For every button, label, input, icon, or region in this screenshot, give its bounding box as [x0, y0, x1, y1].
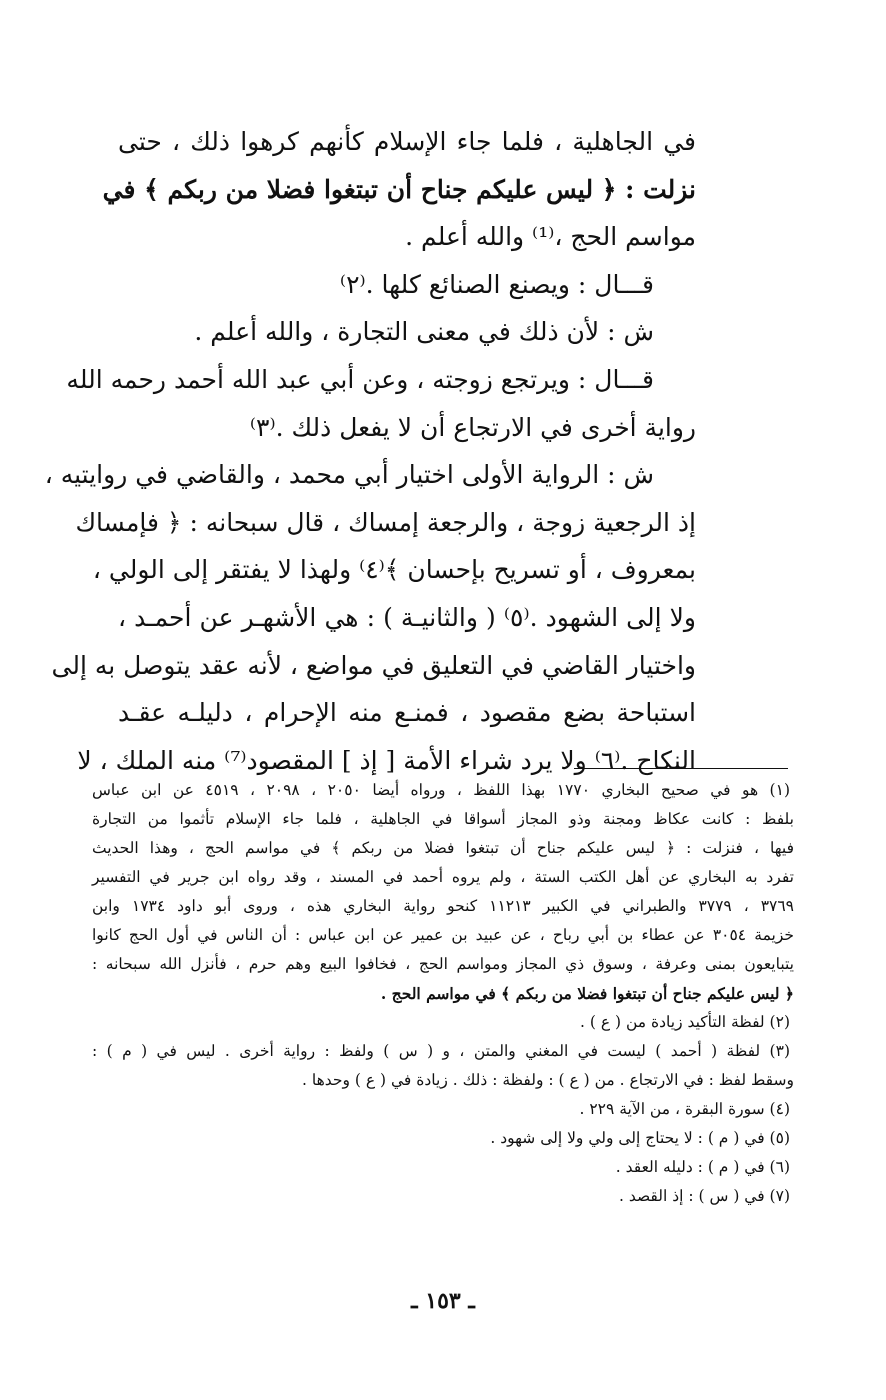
- footnote-line: (٤) سورة البقرة ، من الآية ٢٢٩ .: [579, 1100, 790, 1118]
- footnote-line: وسقط لفظ : في الارتجاع . من ( ع ) : ولفظة : ذلك . زيادة في ( ع ) وحدها .: [302, 1071, 794, 1089]
- footnote-line: (٢) لفظة التأكيد زيادة من ( ع ) .: [580, 1013, 790, 1031]
- main-line: النكاح .⁽٦⁾ ولا يرد شراء الأمة [ إذ ] المقصود⁽⁷⁾ منه الملك ، لا: [77, 745, 696, 775]
- main-line: إذ الرجعية زوجة ، والرجعة إمساك ، قال سبحانه : ﴿ فإمساك: [75, 507, 696, 537]
- main-line: ش : لأن ذلك في معنى التجارة ، والله أعلم .: [194, 317, 654, 347]
- footnotes: [92, 776, 794, 1211]
- main-line: ولا إلى الشهود .⁽٥⁾ ( والثانيـة ) : هي الأشهـر عن أحمـد ،: [118, 602, 696, 632]
- footnote-line: (١) هو في صحيح البخاري ١٧٧٠ بهذا اللفظ ، ورواه أيضا ٢٠٥٠ ، ٢٠٩٨ ، ٤٥١٩ عن ابن عباس: [92, 781, 790, 799]
- main-line: قـــال : ويرتجع زوجته ، وعن أبي عبد الله أحمد رحمه الله: [66, 364, 654, 394]
- main-line: واختيار القاضي في التعليق في مواضع ، لأنه عقد يتوصل به إلى: [51, 650, 696, 680]
- footnote-line: يتبايعون بمنى وعرفة ، وسوق ذي المجاز ومواسم الحج ، فخافوا البيع وهم حرم ، فأنزل الله سبحانه :: [92, 955, 794, 973]
- main-line: استباحة بضع مقصود ، فمنـع منه الإحرام ، دليلـه عقـد: [118, 698, 696, 728]
- footnote-line: خزيمة ٣٠٥٤ عن عطاء بن أبي رباح ، عن عبيد بن عمير عن ابن عباس : أن الناس في أول الحج كانوا: [92, 926, 794, 944]
- footnote-line: بلفظ : كانت عكاظ ومجنة وذو المجاز أسواقا في الجاهلية ، فلما جاء الإسلام تأثموا من التجارة: [92, 810, 794, 828]
- footnote-line: فيها ، فنزلت : ﴿ ليس عليكم جناح أن تبتغوا فضلا من ربكم ﴾ في مواسم الحج ، وهذا الحديث: [92, 839, 794, 857]
- page-number: ـ ١٥٣ ـ: [411, 1288, 475, 1314]
- footnote-line: (٦) في ( م ) : دليله العقد .: [615, 1158, 790, 1176]
- footnote-line: ﴿ ليس عليكم جناح أن تبتغوا فضلا من ربكم ﴾ في مواسم الحج .: [380, 984, 794, 1003]
- footnote-line: ٣٧٦٩ ، ٣٧٧٩ والطبراني في الكبير ١١٢١٣ كنحو رواية البخاري هذه ، وروى أبو داود ١٧٣٤ وابن: [92, 897, 795, 915]
- footnote-line: (٣) لفظة ( أحمد ) ليست في المغني والمتن ، و ( س ) ولفظ : رواية أخرى . ليس في ( م ) :: [92, 1042, 790, 1060]
- footnote-line: (٧) في ( س ) : إذ القصد .: [618, 1187, 790, 1205]
- main-line: نزلت : ﴿ ليس عليكم جناح أن تبتغوا فضلا من ربكم ﴾ في: [102, 174, 696, 204]
- main-line: في الجاهلية ، فلما جاء الإسلام كأنهم كرهوا ذلك ، حتى: [118, 127, 696, 156]
- main-line: قـــال : ويصنع الصنائع كلها .⁽٢⁾: [339, 269, 654, 299]
- footnote-divider: [574, 768, 788, 769]
- footnote-line: تفرد به البخاري عن أهل الكتب الستة ، ولم يروه أحمد في المسند ، وقد رواه ابن جرير في التفسير: [92, 868, 794, 886]
- main-line: ش : الرواية الأولى اختيار أبي محمد ، والقاضي في روايتيه ،: [44, 460, 654, 490]
- main-line: رواية أخرى في الارتجاع أن لا يفعل ذلك .⁽٣⁾: [249, 412, 696, 442]
- footnote-line: (٥) في ( م ) : لا يحتاج إلى ولي ولا إلى شهود .: [490, 1129, 790, 1147]
- main-line: بمعروف ، أو تسريح بإحسان ﴾⁽٤⁾ ولهذا لا يفتقر إلى الولي ،: [92, 555, 696, 585]
- main-text: [44, 118, 696, 784]
- main-line: مواسم الحج ،⁽¹⁾ والله أعلم .: [405, 222, 696, 252]
